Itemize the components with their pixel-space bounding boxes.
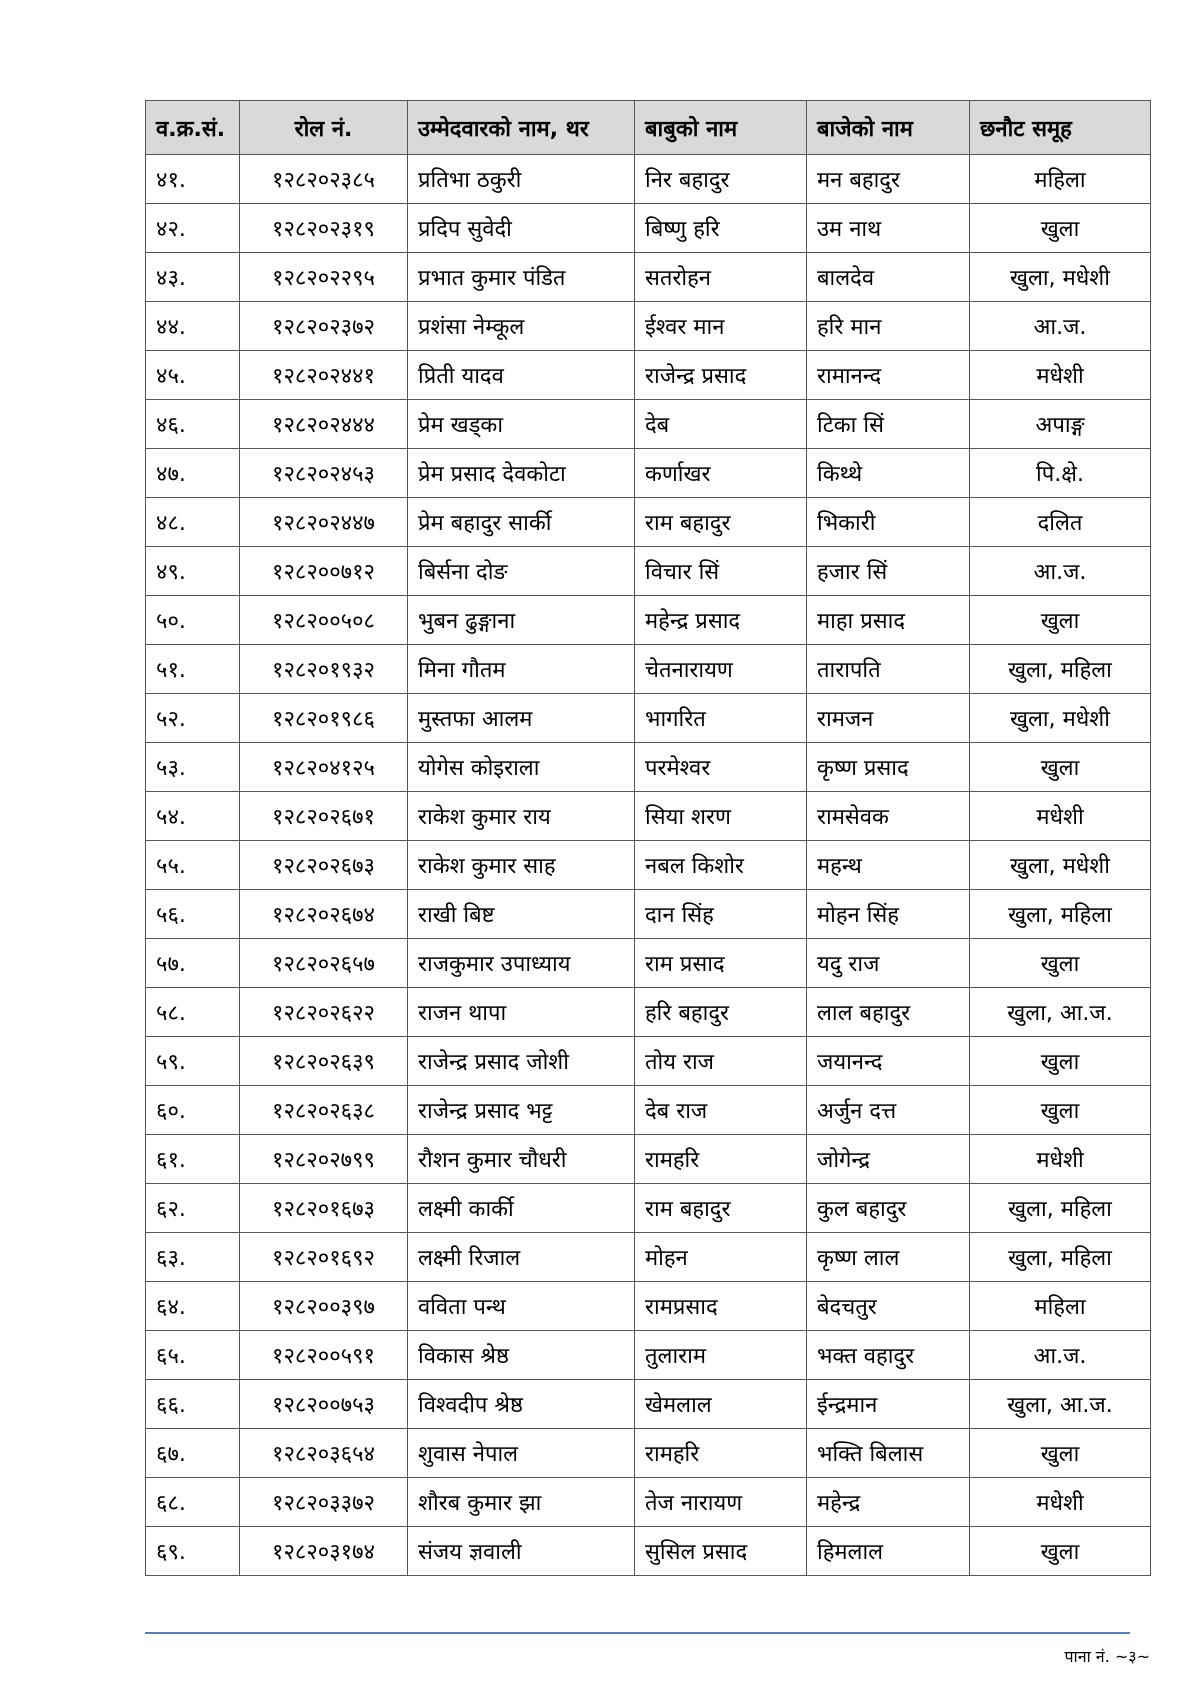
cell-serial: ६०. [146,1086,240,1135]
cell-father: हरि बहादुर [635,988,807,1037]
cell-grandfather: बालदेव [807,253,970,302]
cell-roll: १२८२०१९३२ [240,645,408,694]
header-roll: रोल नं. [240,101,408,155]
cell-name: वविता पन्थ [408,1282,635,1331]
cell-father: राजेन्द्र प्रसाद [635,351,807,400]
cell-roll: १२८२०३६५४ [240,1429,408,1478]
cell-serial: ६२. [146,1184,240,1233]
cell-name: लक्ष्मी रिजाल [408,1233,635,1282]
cell-roll: १२८२०१९८६ [240,694,408,743]
cell-serial: ४५. [146,351,240,400]
cell-roll: १२८२०२४४१ [240,351,408,400]
cell-name: लक्ष्मी कार्की [408,1184,635,1233]
table-row [146,1086,1151,1135]
cell-serial: ५५. [146,841,240,890]
header-name: उम्मेदवारको नाम, थर [408,101,635,155]
cell-name: प्रतिभा ठकुरी [408,155,635,204]
cell-serial: ५७. [146,939,240,988]
table-row [146,547,1151,596]
cell-name: प्रभात कुमार पंडित [408,253,635,302]
table-row [146,351,1151,400]
table-row [146,890,1151,939]
cell-name: राजेन्द्र प्रसाद जोशी [408,1037,635,1086]
cell-father: राम बहादुर [635,498,807,547]
cell-serial: ६१. [146,1135,240,1184]
cell-grandfather: भिकारी [807,498,970,547]
cell-serial: ४१. [146,155,240,204]
table-row [146,596,1151,645]
cell-roll: १२८२०२७९९ [240,1135,408,1184]
cell-father: रामप्रसाद [635,1282,807,1331]
cell-roll: १२८२००५९१ [240,1331,408,1380]
table-row [146,1135,1151,1184]
cell-name: प्रदिप सुवेदी [408,204,635,253]
cell-father: खेमलाल [635,1380,807,1429]
cell-group: खुला [970,743,1151,792]
cell-father: ईश्वर मान [635,302,807,351]
table-row [146,253,1151,302]
cell-group: आ.ज. [970,302,1151,351]
cell-roll: १२८२००३९७ [240,1282,408,1331]
cell-father: भागरित [635,694,807,743]
cell-name: राखी बिष्ट [408,890,635,939]
cell-group: खुला [970,1429,1151,1478]
cell-serial: ५०. [146,596,240,645]
cell-serial: ६९. [146,1527,240,1576]
cell-roll: १२८२०२६७१ [240,792,408,841]
cell-father: तुलाराम [635,1331,807,1380]
cell-serial: ४८. [146,498,240,547]
cell-group: महिला [970,1282,1151,1331]
cell-serial: ६६. [146,1380,240,1429]
cell-grandfather: हरि मान [807,302,970,351]
cell-grandfather: यदु राज [807,939,970,988]
cell-group: खुला, महिला [970,645,1151,694]
cell-name: शौरब कुमार झा [408,1478,635,1527]
cell-roll: १२८२०४१२५ [240,743,408,792]
cell-roll: १२८२००७५३ [240,1380,408,1429]
cell-father: नबल किशोर [635,841,807,890]
cell-father: देब [635,400,807,449]
cell-serial: ४९. [146,547,240,596]
cell-father: मोहन [635,1233,807,1282]
header-father: बाबुको नाम [635,101,807,155]
table-row [146,155,1151,204]
cell-group: मधेशी [970,1135,1151,1184]
cell-serial: ६४. [146,1282,240,1331]
cell-name: संजय ज्ञवाली [408,1527,635,1576]
cell-serial: ५२. [146,694,240,743]
table-row [146,1037,1151,1086]
cell-serial: ४६. [146,400,240,449]
table-row [146,449,1151,498]
table-row [146,743,1151,792]
cell-roll: १२८२०२६३८ [240,1086,408,1135]
cell-name: राकेश कुमार साह [408,841,635,890]
cell-group: मधेशी [970,351,1151,400]
cell-serial: ४४. [146,302,240,351]
cell-father: सिया शरण [635,792,807,841]
table-row [146,302,1151,351]
cell-grandfather: माहा प्रसाद [807,596,970,645]
table-row [146,645,1151,694]
cell-grandfather: भक्त वहादुर [807,1331,970,1380]
cell-name: विकास श्रेष्ठ [408,1331,635,1380]
cell-grandfather: जोगेन्द्र [807,1135,970,1184]
cell-serial: ६३. [146,1233,240,1282]
cell-grandfather: कुल बहादुर [807,1184,970,1233]
table-row [146,1184,1151,1233]
cell-name: राजन थापा [408,988,635,1037]
cell-father: परमेश्वर [635,743,807,792]
cell-roll: १२८२०१६९२ [240,1233,408,1282]
cell-name: राजेन्द्र प्रसाद भट्ट [408,1086,635,1135]
cell-grandfather: ईन्द्रमान [807,1380,970,1429]
cell-group: खुला, मधेशी [970,694,1151,743]
table-row [146,1380,1151,1429]
footer-divider [145,1632,1130,1634]
cell-name: प्रिती यादव [408,351,635,400]
table-row [146,400,1151,449]
cell-grandfather: रामसेवक [807,792,970,841]
cell-serial: ६५. [146,1331,240,1380]
cell-group: खुला [970,596,1151,645]
cell-grandfather: बेदचतुर [807,1282,970,1331]
cell-serial: ५१. [146,645,240,694]
cell-father: महेन्द्र प्रसाद [635,596,807,645]
table-row [146,1282,1151,1331]
cell-group: पि.क्षे. [970,449,1151,498]
table-row [146,694,1151,743]
cell-name: भुबन ढुङ्गाना [408,596,635,645]
cell-grandfather: हजार सिं [807,547,970,596]
cell-name: प्रेम प्रसाद देवकोटा [408,449,635,498]
cell-group: अपाङ्ग [970,400,1151,449]
cell-father: विचार सिं [635,547,807,596]
cell-roll: १२८२०२४४४ [240,400,408,449]
cell-roll: १२८२०३१७४ [240,1527,408,1576]
cell-roll: १२८२०२६७३ [240,841,408,890]
cell-name: शुवास नेपाल [408,1429,635,1478]
cell-group: खुला, महिला [970,1184,1151,1233]
table-row [146,204,1151,253]
results-table [145,100,1151,1576]
header-group: छनौट समूह [970,101,1151,155]
cell-roll: १२८२००५०८ [240,596,408,645]
cell-father: निर बहादुर [635,155,807,204]
results-sheet [145,100,1150,1576]
cell-roll: १२८२०२६५७ [240,939,408,988]
cell-name: प्रेम खड्का [408,400,635,449]
cell-grandfather: कृष्ण प्रसाद [807,743,970,792]
cell-group: खुला [970,939,1151,988]
cell-group: खुला [970,1086,1151,1135]
cell-father: तेज नारायण [635,1478,807,1527]
cell-group: खुला [970,1527,1151,1576]
header-serial: व.क्र.सं. [146,101,240,155]
table-body [146,155,1151,1576]
cell-name: राजकुमार उपाध्याय [408,939,635,988]
cell-roll: १२८२०२३८५ [240,155,408,204]
cell-father: देब राज [635,1086,807,1135]
cell-grandfather: मोहन सिंह [807,890,970,939]
cell-group: खुला, महिला [970,1233,1151,1282]
cell-name: राकेश कुमार राय [408,792,635,841]
cell-group: आ.ज. [970,1331,1151,1380]
cell-grandfather: अर्जुन दत्त [807,1086,970,1135]
cell-serial: ५८. [146,988,240,1037]
cell-father: रामहरि [635,1429,807,1478]
cell-roll: १२८२००७१२ [240,547,408,596]
cell-serial: ६८. [146,1478,240,1527]
cell-grandfather: कृष्ण लाल [807,1233,970,1282]
cell-grandfather: रामजन [807,694,970,743]
table-row [146,498,1151,547]
cell-grandfather: जयानन्द [807,1037,970,1086]
table-row [146,1478,1151,1527]
cell-father: बिष्णु हरि [635,204,807,253]
cell-grandfather: टिका सिं [807,400,970,449]
cell-grandfather: उम नाथ [807,204,970,253]
cell-roll: १२८२०२६७४ [240,890,408,939]
cell-grandfather: मन बहादुर [807,155,970,204]
cell-father: सुसिल प्रसाद [635,1527,807,1576]
table-row [146,792,1151,841]
cell-roll: १२८२०१६७३ [240,1184,408,1233]
cell-roll: १२८२०३३७२ [240,1478,408,1527]
cell-group: आ.ज. [970,547,1151,596]
cell-grandfather: लाल बहादुर [807,988,970,1037]
cell-name: विश्वदीप श्रेष्ठ [408,1380,635,1429]
cell-name: प्रेम बहादुर सार्की [408,498,635,547]
cell-father: राम बहादुर [635,1184,807,1233]
cell-father: कर्णाखर [635,449,807,498]
cell-serial: ४७. [146,449,240,498]
cell-group: खुला, मधेशी [970,841,1151,890]
cell-father: राम प्रसाद [635,939,807,988]
cell-group: खुला, मधेशी [970,253,1151,302]
cell-grandfather: किथ्थे [807,449,970,498]
table-row [146,1331,1151,1380]
cell-grandfather: भक्ति बिलास [807,1429,970,1478]
cell-serial: ५६. [146,890,240,939]
cell-father: दान सिंह [635,890,807,939]
cell-serial: ५४. [146,792,240,841]
cell-roll: १२८२०२३१९ [240,204,408,253]
table-row [146,841,1151,890]
cell-group: खुला, आ.ज. [970,988,1151,1037]
cell-group: खुला [970,204,1151,253]
table-row [146,988,1151,1037]
cell-serial: ५३. [146,743,240,792]
cell-name: योगेस कोइराला [408,743,635,792]
cell-father: रामहरि [635,1135,807,1184]
cell-roll: १२८२०२६३९ [240,1037,408,1086]
cell-roll: १२८२०२४५३ [240,449,408,498]
cell-father: चेतनारायण [635,645,807,694]
cell-serial: ६७. [146,1429,240,1478]
cell-father: तोय राज [635,1037,807,1086]
table-row [146,1233,1151,1282]
cell-group: खुला, आ.ज. [970,1380,1151,1429]
cell-grandfather: तारापति [807,645,970,694]
header-grandfather: बाजेको नाम [807,101,970,155]
cell-roll: १२८२०२३७२ [240,302,408,351]
cell-roll: १२८२०२४४७ [240,498,408,547]
cell-group: महिला [970,155,1151,204]
cell-name: मिना गौतम [408,645,635,694]
cell-serial: ४२. [146,204,240,253]
cell-name: मुस्तफा आलम [408,694,635,743]
table-row [146,1527,1151,1576]
table-row [146,1429,1151,1478]
cell-roll: १२८२०२२९५ [240,253,408,302]
cell-group: मधेशी [970,1478,1151,1527]
cell-group: खुला, महिला [970,890,1151,939]
cell-name: प्रशंसा नेम्कूल [408,302,635,351]
cell-group: मधेशी [970,792,1151,841]
cell-name: रौशन कुमार चौधरी [408,1135,635,1184]
table-header-row [146,101,1151,155]
cell-grandfather: महन्थ [807,841,970,890]
page-number: पाना नं. ~३~ [1064,1647,1150,1666]
cell-roll: १२८२०२६२२ [240,988,408,1037]
cell-serial: ५९. [146,1037,240,1086]
cell-name: बिर्सना दोङ [408,547,635,596]
cell-grandfather: रामानन्द [807,351,970,400]
cell-grandfather: महेन्द्र [807,1478,970,1527]
cell-group: दलित [970,498,1151,547]
cell-father: सतरोहन [635,253,807,302]
table-row [146,939,1151,988]
cell-group: खुला [970,1037,1151,1086]
cell-serial: ४३. [146,253,240,302]
cell-grandfather: हिमलाल [807,1527,970,1576]
